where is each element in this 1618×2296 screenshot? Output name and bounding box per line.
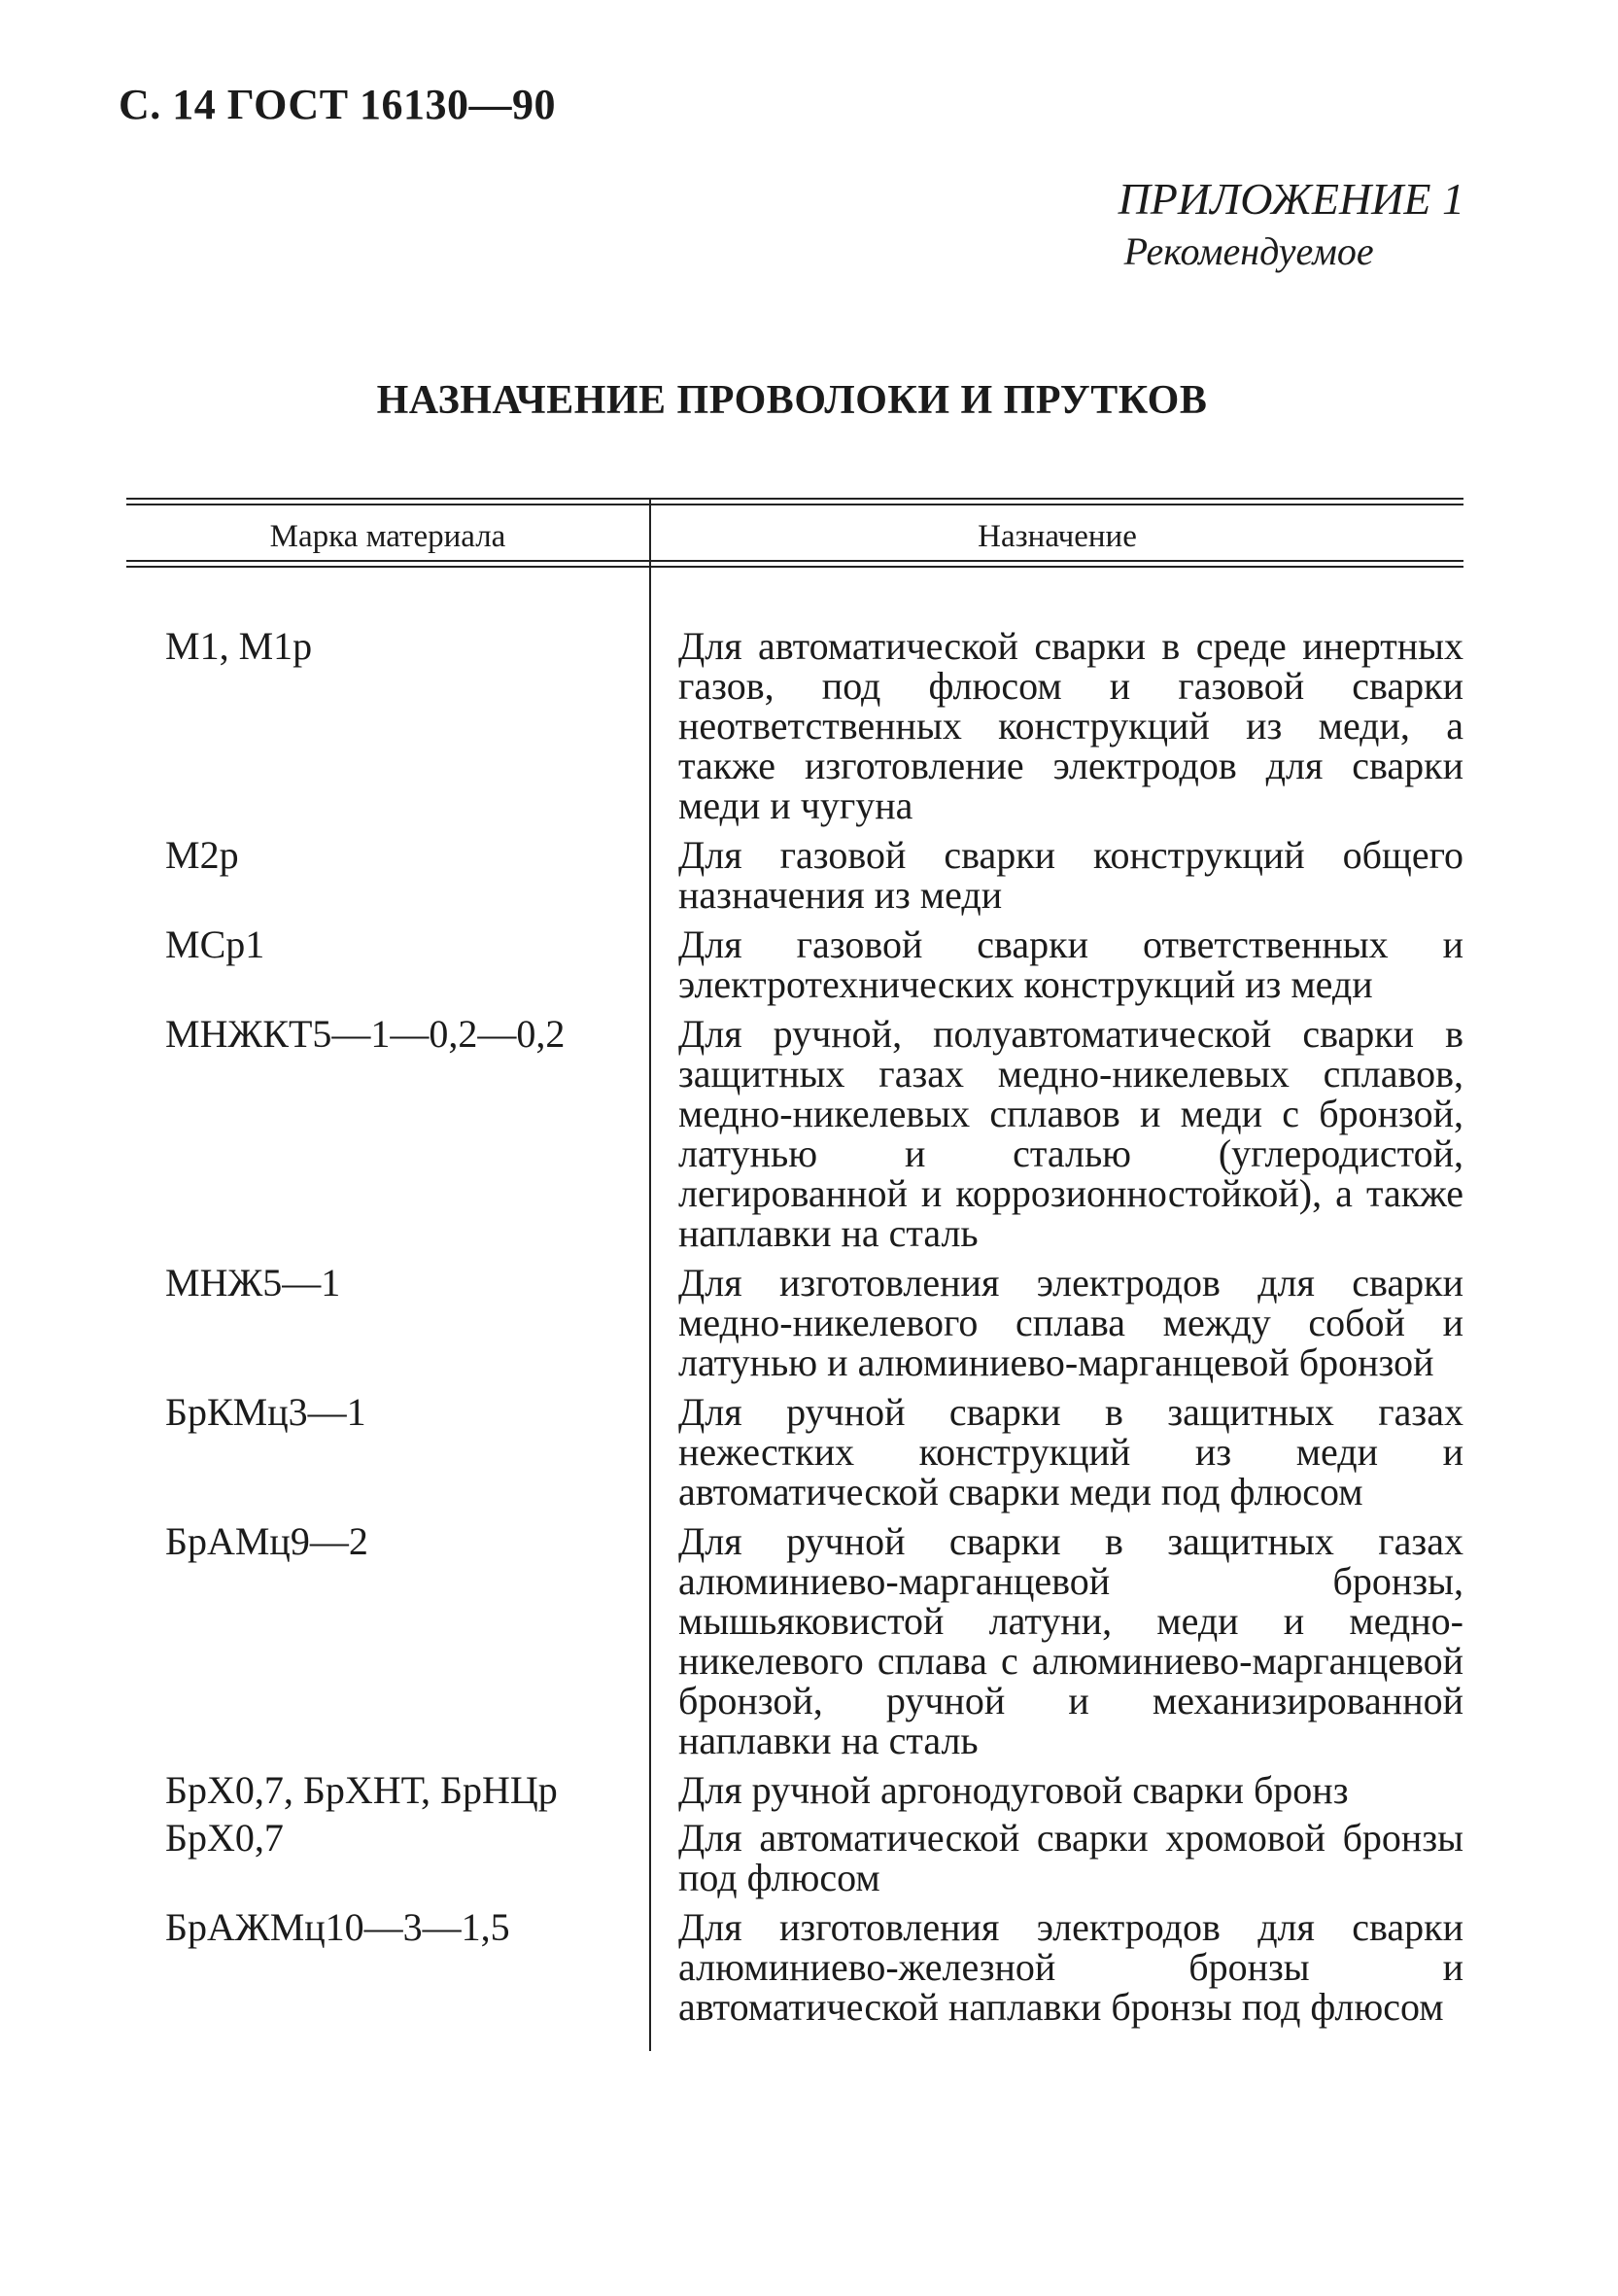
table-row <box>126 1263 1463 1382</box>
material-mark: М1, М1р <box>165 624 313 668</box>
page-header: С. 14 ГОСТ 16130—90 <box>119 81 557 128</box>
material-mark: МНЖКТ5—1—0,2—0,2 <box>165 1012 566 1056</box>
table-top-rule <box>126 498 1463 500</box>
material-purpose: Для изготовления электродов для сварки медно-никелевого сплава между собой и латунью и алюминиево-марганцевой бронзой <box>678 1261 1463 1384</box>
page-title: НАЗНАЧЕНИЕ ПРОВОЛОКИ И ПРУТКОВ <box>376 378 1208 423</box>
appendix-status: Рекомендуемое <box>1123 229 1374 273</box>
table-row <box>126 835 1463 915</box>
table-row <box>126 1521 1463 1760</box>
table-row <box>126 1014 1463 1253</box>
material-mark: БрХ0,7 <box>165 1816 284 1860</box>
material-mark: М2р <box>165 833 239 877</box>
header-bottom-rule <box>126 560 1463 562</box>
table-top-rule-double <box>126 504 1463 505</box>
appendix-number: ПРИЛОЖЕНИЕ 1 <box>1118 174 1464 224</box>
material-purpose: Для изготовления электродов для сварки алюминиево-железной бронзы и автоматической наплавки бронзы под флюсом <box>678 1905 1463 2029</box>
material-purpose: Для автоматической сварки хромовой бронзы под флюсом <box>678 1816 1463 1899</box>
material-purpose: Для ручной, полуавтоматической сварки в защитных газах медно-никелевых сплавов, медно-никелевых сплавов и меди с бронзой, латунью и сталью (углеродистой, легированной и коррозионностойкой), а также наплавки на сталь <box>678 1012 1463 1255</box>
column-header-purpose: Назначение <box>978 519 1137 554</box>
material-mark: БрАМц9—2 <box>165 1519 368 1563</box>
material-mark: БрХ0,7, БрХНТ, БрНЦр <box>165 1768 558 1812</box>
table-row <box>126 924 1463 1004</box>
table-row <box>126 626 1463 825</box>
header-bottom-rule-double <box>126 566 1463 568</box>
material-purpose: Для газовой сварки ответственных и электротехнических конструкций из меди <box>678 922 1463 1006</box>
material-purpose: Для автоматической сварки в среде инертных газов, под флюсом и газовой сварки неответственных конструкций из меди, а также изготовление электродов для сварки меди и чугуна <box>678 624 1463 827</box>
column-header-mark: Марка материала <box>269 519 506 554</box>
appendix-label <box>1119 173 1464 278</box>
material-mark: БрАЖМц10—3—1,5 <box>165 1905 510 1949</box>
material-purpose: Для ручной сварки в защитных газах алюминиево-марганцевой бронзы, мышьяковистой латуни, меди и медно-никелевого сплава с алюминиево-марганцевой бронзой, ручной и механизированной наплавки на сталь <box>678 1519 1463 1762</box>
material-purpose: Для газовой сварки конструкций общего назначения из меди <box>678 833 1463 917</box>
material-mark: БрКМц3—1 <box>165 1390 366 1434</box>
table-row <box>126 1770 1463 1810</box>
purpose-table <box>126 498 1463 2051</box>
material-mark: МНЖ5—1 <box>165 1261 341 1305</box>
table-row <box>126 1907 1463 2027</box>
table-row <box>126 1392 1463 1512</box>
material-purpose: Для ручной аргонодуговой сварки бронз <box>678 1768 1349 1812</box>
table-body <box>126 605 1463 2027</box>
material-purpose: Для ручной сварки в защитных газах нежестких конструкций из меди и автоматической сварки меди под флюсом <box>678 1390 1463 1513</box>
table-row <box>126 1818 1463 1897</box>
material-mark: МСр1 <box>165 922 265 966</box>
